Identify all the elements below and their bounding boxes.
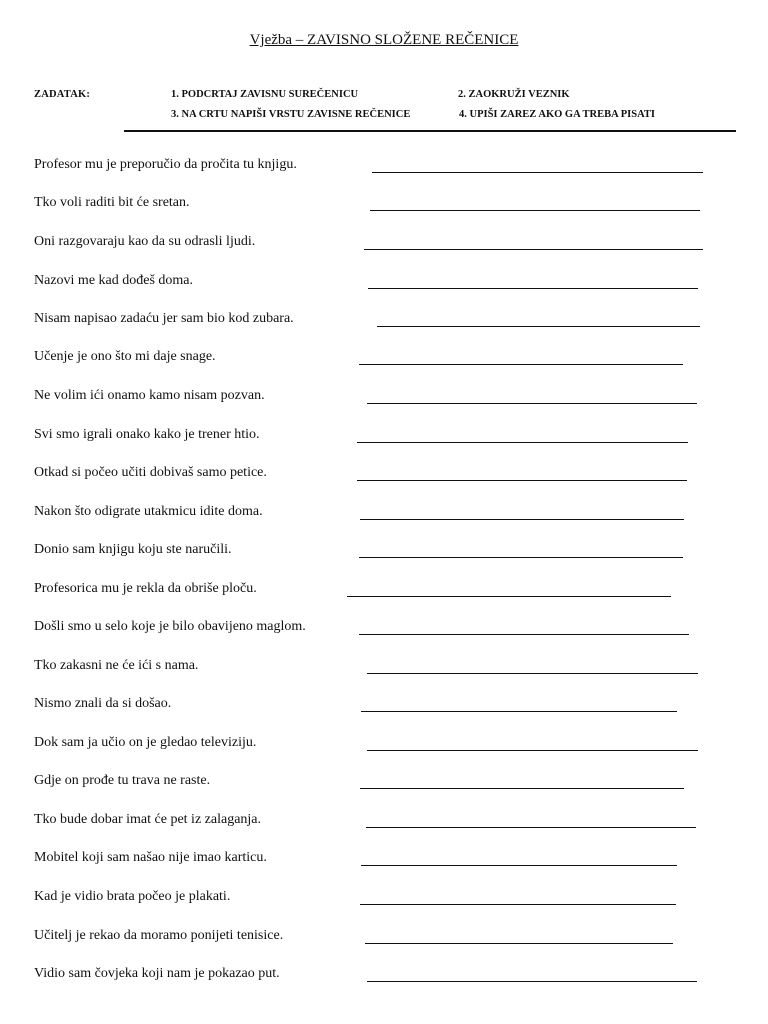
sentence-text: Učenje je ono što mi daje snage. — [34, 349, 216, 364]
answer-line — [377, 326, 700, 327]
list-item — [0, 157, 768, 179]
list-item — [0, 850, 768, 872]
answer-line — [359, 557, 683, 558]
list-item — [0, 696, 768, 718]
answer-line — [367, 981, 697, 982]
zadatak-label: ZADATAK: — [34, 89, 91, 100]
sentence-text: Došli smo u selo koje je bilo obavijeno maglom. — [34, 619, 306, 634]
list-item — [0, 273, 768, 295]
list-item — [0, 195, 768, 217]
sentence-text: Ne volim ići onamo kamo nisam pozvan. — [34, 388, 265, 403]
worksheet-title: Vježba – ZAVISNO SLOŽENE REČENICE — [249, 32, 519, 48]
list-item — [0, 812, 768, 834]
list-item — [0, 658, 768, 680]
sentence-text: Nazovi me kad dođeš doma. — [34, 273, 194, 288]
sentence-text: Oni razgovaraju kao da su odrasli ljudi. — [34, 234, 256, 249]
answer-line — [361, 865, 677, 866]
list-item — [0, 889, 768, 911]
sentence-text: Kad je vidio brata počeo je plakati. — [34, 889, 231, 904]
sentence-text: Otkad si počeo učiti dobivaš samo petice. — [34, 465, 267, 480]
header-divider — [124, 130, 736, 132]
sentence-text: Tko bude dobar imat će pet iz zalaganja. — [34, 812, 262, 827]
list-item — [0, 388, 768, 410]
answer-line — [357, 480, 687, 481]
task-4: 4. UPIŠI ZAREZ AKO GA TREBA PISATI — [459, 109, 655, 120]
answer-line — [360, 904, 676, 905]
answer-line — [368, 288, 698, 289]
answer-line — [367, 403, 697, 404]
answer-line — [365, 943, 673, 944]
list-item — [0, 966, 768, 988]
sentence-text: Gdje on prođe tu trava ne raste. — [34, 773, 211, 788]
answer-line — [359, 364, 683, 365]
sentence-text: Profesorica mu je rekla da obriše ploču. — [34, 581, 257, 596]
list-item — [0, 735, 768, 757]
sentence-text: Dok sam ja učio on je gledao televiziju. — [34, 735, 257, 750]
list-item — [0, 427, 768, 449]
list-item — [0, 928, 768, 950]
list-item — [0, 465, 768, 487]
sentence-text: Nismo znali da si došao. — [34, 696, 172, 711]
answer-line — [364, 249, 703, 250]
answer-line — [366, 827, 696, 828]
sentence-text: Nakon što odigrate utakmicu idite doma. — [34, 504, 263, 519]
list-item — [0, 349, 768, 371]
answer-line — [359, 634, 689, 635]
list-item — [0, 542, 768, 564]
answer-line — [372, 172, 703, 173]
answer-line — [367, 673, 698, 674]
answer-line — [370, 210, 700, 211]
sentence-text: Svi smo igrali onako kako je trener htio. — [34, 427, 260, 442]
task-2: 2. ZAOKRUŽI VEZNIK — [458, 89, 570, 100]
list-item — [0, 234, 768, 256]
task-3: 3. NA CRTU NAPIŠI VRSTU ZAVISNE REČENICE — [171, 109, 411, 120]
answer-line — [357, 442, 688, 443]
sentence-text: Tko voli raditi bit će sretan. — [34, 195, 190, 210]
sentence-text: Vidio sam čovjeka koji nam je pokazao put. — [34, 966, 280, 981]
answer-line — [367, 750, 698, 751]
task-1: 1. PODCRTAJ ZAVISNU SUREČENICU — [171, 89, 359, 100]
sentence-text: Mobitel koji sam našao nije imao karticu. — [34, 850, 267, 865]
answer-line — [347, 596, 671, 597]
list-item — [0, 504, 768, 526]
sentence-text: Nisam napisao zadaću jer sam bio kod zubara. — [34, 311, 294, 326]
sentence-text: Učitelj je rekao da moramo ponijeti tenisice. — [34, 928, 284, 943]
list-item — [0, 311, 768, 333]
sentence-text: Donio sam knjigu koju ste naručili. — [34, 542, 232, 557]
list-item — [0, 581, 768, 603]
sentence-text: Profesor mu je preporučio da pročita tu knjigu. — [34, 157, 297, 172]
answer-line — [361, 711, 677, 712]
answer-line — [360, 519, 684, 520]
answer-line — [360, 788, 684, 789]
list-item — [0, 619, 768, 641]
list-item — [0, 773, 768, 795]
sentence-text: Tko zakasni ne će ići s nama. — [34, 658, 199, 673]
